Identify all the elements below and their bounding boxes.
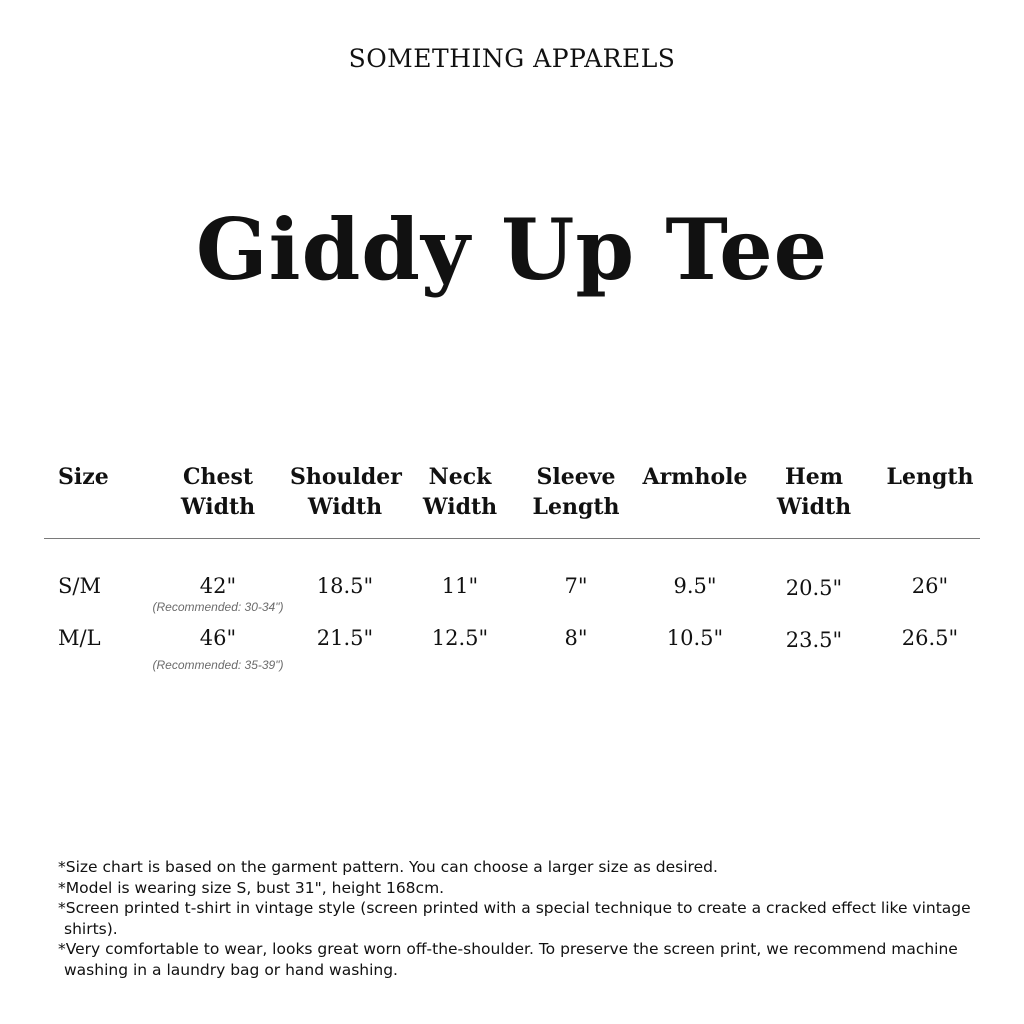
recommended-bust-note: (Recommended: 30-34"): [152, 600, 284, 614]
size-chart-notes: [58, 857, 978, 980]
note-item: *Model is wearing size S, bust 31", height 168cm.: [58, 878, 445, 897]
header-shoulder-width: Shoulder Width: [290, 464, 402, 520]
cell-hem-width: 20.5": [785, 576, 843, 600]
table-row: [44, 625, 980, 677]
note-item: *Very comfortable to wear, looks great worn off-the-shoulder. To preserve the screen print, we recommend machine washing in a laundry bag or hand washing.: [58, 940, 958, 979]
header-chest-width: Chest Width: [180, 464, 256, 520]
header-hem-width: Hem Width: [776, 464, 852, 520]
cell-neck-width: 11": [441, 574, 479, 598]
recommended-bust-note: (Recommended: 35-39"): [152, 658, 284, 672]
cell-armhole: 9.5": [673, 574, 717, 598]
cell-neck-width: 12.5": [431, 626, 489, 650]
header-neck-width: Neck Width: [422, 464, 498, 520]
cell-sleeve-length: 8": [564, 626, 588, 650]
header-sleeve-length: Sleeve Length: [532, 464, 620, 520]
header-armhole: Armhole: [642, 464, 748, 490]
product-title: Giddy Up Tee: [195, 200, 829, 299]
cell-shoulder-width: 18.5": [316, 574, 374, 598]
cell-size: S/M: [58, 574, 101, 598]
cell-length: 26": [911, 574, 949, 598]
cell-size: M/L: [58, 626, 101, 650]
cell-shoulder-width: 21.5": [316, 626, 374, 650]
cell-length: 26.5": [901, 626, 959, 650]
cell-sleeve-length: 7": [564, 574, 588, 598]
table-row: [44, 573, 980, 625]
note-item: *Size chart is based on the garment pattern. You can choose a larger size as desired.: [58, 858, 718, 876]
cell-chest-width: 42": [199, 574, 237, 598]
cell-armhole: 10.5": [666, 626, 724, 650]
brand-name: SOMETHING APPARELS: [348, 44, 676, 73]
note-item: *Screen printed t-shirt in vintage style (screen printed with a special technique to create a cracked effect like vintage shirts).: [58, 899, 971, 938]
cell-hem-width: 23.5": [785, 628, 843, 652]
size-chart-table: [44, 462, 980, 677]
header-length: Length: [886, 464, 974, 490]
table-header-row: [44, 462, 980, 539]
cell-chest-width: 46": [199, 626, 237, 650]
header-size: Size: [58, 464, 109, 490]
